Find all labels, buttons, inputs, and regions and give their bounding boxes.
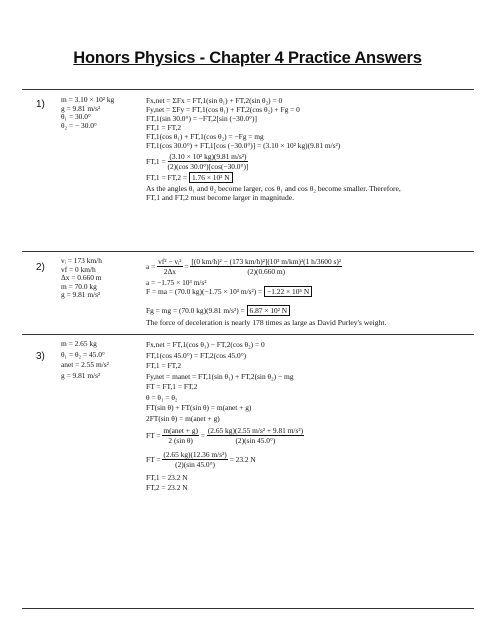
numerator: (3.10 × 10² kg)(9.81 m/s²) xyxy=(169,151,247,161)
work-line xyxy=(146,257,386,276)
answer-box: 1.76 × 10³ N xyxy=(189,172,233,183)
work-line: FT,1(cos 30.0°) + FT,1[cos (−30.0°)] = (3.10 × 10² kg)(9.81 m/s²) xyxy=(146,141,341,151)
given: m = 70.0 kg xyxy=(61,281,97,291)
work-line: FT,1(cos θ₁) + FT,1(cos θ₂) = −Fg = mg xyxy=(146,132,264,142)
work-line: FT,2 = 23.2 N xyxy=(146,483,188,493)
problem-2-givens xyxy=(61,257,102,300)
given: g = 9.81 m/s² xyxy=(61,370,101,380)
fraction xyxy=(207,426,304,445)
result: = 23.2 N xyxy=(229,454,256,464)
numerator: m(anet + g) xyxy=(163,425,198,435)
numerator: [(0 km/h)² − (173 km/h)²](10³ m/km)²(1 h/3600 s)² xyxy=(191,257,342,266)
answer-box: 6.87 × 10² N xyxy=(247,305,291,316)
fraction xyxy=(190,257,342,276)
work-line: Fx,net = FT,1(cos θ₁) − FT,2(cos θ₂) = 0 xyxy=(146,340,265,349)
fraction xyxy=(162,426,199,445)
numerator: (2.65 kg)(12.36 m/s²) xyxy=(163,449,227,459)
divider xyxy=(22,608,474,609)
problem-2-number: 2) xyxy=(36,262,45,273)
given: θ₂ = − 30.0° xyxy=(61,120,97,130)
numerator: vf² − vᵢ² xyxy=(158,257,182,266)
problem-3-number: 3) xyxy=(36,351,45,362)
lhs: FT = xyxy=(146,430,161,440)
problem-3-givens xyxy=(61,340,109,382)
problem-1-work xyxy=(146,96,401,202)
given: vf = 0 km/h xyxy=(61,264,96,274)
denominator: 2 (sin θ) xyxy=(168,435,193,445)
divider xyxy=(22,89,474,90)
work-line: 2FT(sin θ) = m(anet + g) xyxy=(146,413,220,423)
equation: F = ma = (70.0 kg)(−1.75 × 10³ m/s²) = xyxy=(146,287,263,297)
answer-box: −1.22 × 10⁵ N xyxy=(264,286,312,297)
given: g = 9.81 m/s² xyxy=(61,103,101,113)
work-line: a = −1.75 × 10³ m/s² xyxy=(146,278,207,288)
note: FT,1 and FT,2 must become larger in magnitude. xyxy=(146,192,295,202)
divider xyxy=(22,251,474,252)
work-line xyxy=(146,287,386,299)
denominator: 2Δx xyxy=(163,267,176,277)
given: vᵢ = 173 km/h xyxy=(61,256,102,265)
lhs: FT = xyxy=(146,454,161,464)
given: θ₁ = θ₂ = 45.0° xyxy=(61,349,105,359)
page-title: Honors Physics - Chapter 4 Practice Answers xyxy=(73,49,422,67)
denominator: (2)(cos 30.0°)[cos(−30.0°)] xyxy=(167,161,249,171)
note: As the angles θ₁ and θ₂ become larger, cos θ₁ and cos θ₂ become smaller. Therefore, xyxy=(146,183,401,193)
work-line: FT,1 = 23.2 N xyxy=(146,472,188,482)
given: θ₁ = 30.0° xyxy=(61,112,91,122)
divider xyxy=(22,334,474,335)
equals: = xyxy=(200,430,205,440)
denominator: (2)(sin 45.0°) xyxy=(235,435,276,445)
given: m = 2.65 kg xyxy=(61,339,97,348)
work-line xyxy=(146,306,386,318)
fraction xyxy=(168,152,249,171)
note: The force of deceleration is nearly 178 times as large as David Purley's weight. xyxy=(146,318,387,328)
equation: Fg = mg = (70.0 kg)(9.81 m/s²) = xyxy=(146,306,245,316)
work-line: FT(sin θ) + FT(sin θ) = m(anet + g) xyxy=(146,403,252,412)
work-line xyxy=(146,450,304,469)
work-line: FT,1(cos 45.0°) = FT,2(cos 45.0°) xyxy=(146,350,247,360)
numerator: (2.65 kg)(2.55 m/s² + 9.81 m/s²) xyxy=(207,425,304,435)
denominator: (2)(0.660 m) xyxy=(247,267,286,277)
work-line: FT = FT,1 = FT,2 xyxy=(146,382,198,391)
work-line: Fx,net = ΣFx = FT,1(sin θ₁) + FT,2(sin θ₂) = 0 xyxy=(146,96,283,105)
given: Δx = 0.660 m xyxy=(61,273,102,283)
fraction xyxy=(157,257,182,276)
problem-1-number: 1) xyxy=(36,99,45,110)
work-line: FT,1 = FT,2 xyxy=(146,361,182,370)
given: g = 9.81 m/s² xyxy=(61,290,101,300)
lhs: FT,1 = xyxy=(146,156,166,166)
work-line xyxy=(146,426,304,445)
work-line: Fy,net = manet = FT,1(sin θ₁) + FT,2(sin θ₂) − mg xyxy=(146,371,294,381)
fraction xyxy=(162,450,227,469)
work-line xyxy=(146,173,401,184)
lhs: a = xyxy=(146,262,156,272)
work-line: FT,1(sin 30.0°) = −FT,2[sin (−30.0°)] xyxy=(146,114,257,124)
equals: = xyxy=(184,262,189,272)
work-line: FT,1 = FT,2 xyxy=(146,123,182,133)
lhs: FT,1 = FT,2 = xyxy=(146,172,188,182)
given: m = 3.10 × 10² kg xyxy=(61,95,115,104)
problem-2-work xyxy=(146,257,386,327)
work-line: θ = θ₁ = θ₂ xyxy=(146,392,178,402)
problem-1-givens xyxy=(61,96,114,130)
work-line: Fy,net = ΣFy = FT,1(cos θ₁) + FT,2(cos θ₂) + Fg = 0 xyxy=(146,105,300,115)
denominator: (2)(sin 45.0°) xyxy=(175,459,216,469)
problem-3-work xyxy=(146,340,304,494)
work-line xyxy=(146,152,401,171)
given: anet = 2.55 m/s² xyxy=(61,360,109,369)
